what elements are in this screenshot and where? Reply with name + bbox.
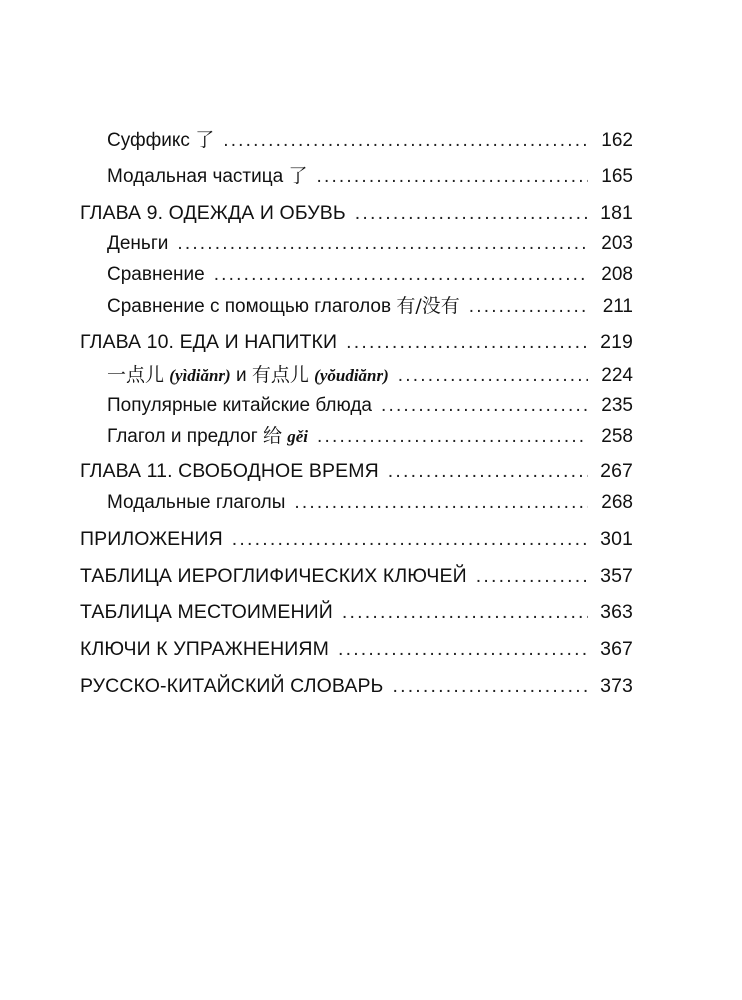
toc-entry-title: Модальные глаголы [107,492,286,513]
toc-entry-popular-dishes [107,391,633,421]
toc-entry-modal-particle-le [107,161,633,191]
toc-entry-comparison-verbs [107,291,633,321]
toc-page-number: 268 [601,492,633,513]
toc-exercise-keys [80,634,633,664]
toc-entry-comparison [107,260,633,290]
dot-leader [346,327,588,357]
toc-entry-title: Деньги [107,233,169,254]
toc-dictionary [80,671,633,701]
toc-entry-title: Популярные китайские блюда [107,395,372,416]
toc-entry-yidianr [107,360,633,390]
toc-entry-title: ПРИЛОЖЕНИЯ [80,528,223,550]
toc-entry-gei [107,421,633,451]
toc-page-number: 181 [600,202,633,224]
dot-leader [214,260,588,290]
toc-entry-title: ТАБЛИЦА ИЕРОГЛИФИЧЕСКИХ КЛЮЧЕЙ [80,565,467,587]
toc-entry-title: ГЛАВА 9. ОДЕЖДА И ОБУВЬ [80,202,346,224]
toc-appendices [80,524,633,554]
dot-leader [338,634,588,664]
toc-page-number: 235 [601,395,633,416]
toc-page-number: 219 [600,331,633,353]
toc-page-number: 373 [600,675,633,697]
dot-leader [223,126,588,156]
toc-page-number: 208 [601,264,633,285]
toc-entry-title: ГЛАВА 11. СВОБОДНОЕ ВРЕМЯ [80,460,379,482]
toc-page-number: 258 [601,426,633,447]
dot-leader [232,524,588,554]
toc-entry-title: Сравнение [107,264,205,285]
dot-leader [392,671,588,701]
toc-entry-modal-verbs [107,488,633,518]
toc-entry-title: РУССКО-КИТАЙСКИЙ СЛОВАРЬ [80,675,384,697]
dot-leader [355,198,588,228]
dot-leader [317,422,588,452]
toc-entry-title: Суффикс 了 [107,129,215,151]
dot-leader [294,488,588,518]
toc-page-number: 162 [601,130,633,151]
dot-leader [316,162,588,192]
toc-entry-title: ГЛАВА 10. ЕДА И НАПИТКИ [80,331,338,353]
toc-page-number: 357 [600,565,633,587]
toc-chapter-9 [80,198,633,228]
toc-page-number: 267 [600,460,633,482]
toc-page-number: 363 [600,601,633,623]
toc-entry-money [107,229,633,259]
toc-entry-title: ТАБЛИЦА МЕСТОИМЕНИЙ [80,601,333,623]
dot-leader [381,391,588,421]
toc-chapter-11 [80,456,633,486]
dot-leader [342,597,588,627]
toc-page-number: 367 [600,638,633,660]
toc-radicals-table [80,561,633,591]
dot-leader [476,561,588,591]
toc-page-number: 203 [601,233,633,254]
dot-leader [398,361,588,391]
toc-chapter-10 [80,327,633,357]
toc-entry-title: 一点儿 (yìdiănr) и 有点儿 (yŏudiănr) [107,364,389,386]
dot-leader [388,456,588,486]
toc-page-number: 224 [601,365,633,386]
toc-entry-title: Глагол и предлог 给 gěi [107,425,309,447]
toc-entry-suffix-le [107,125,633,155]
toc-page-number: 165 [601,166,633,187]
toc-entry-title: Модальная частица 了 [107,165,308,187]
toc-page-number: 211 [602,296,633,317]
toc-pronouns-table [80,597,633,627]
dot-leader [469,292,588,322]
toc-entry-title: КЛЮЧИ К УПРАЖНЕНИЯМ [80,638,329,660]
toc-page-number: 301 [600,528,633,550]
dot-leader [177,229,588,259]
toc-entry-title: Сравнение с помощью глаголов 有/没有 [107,295,460,317]
